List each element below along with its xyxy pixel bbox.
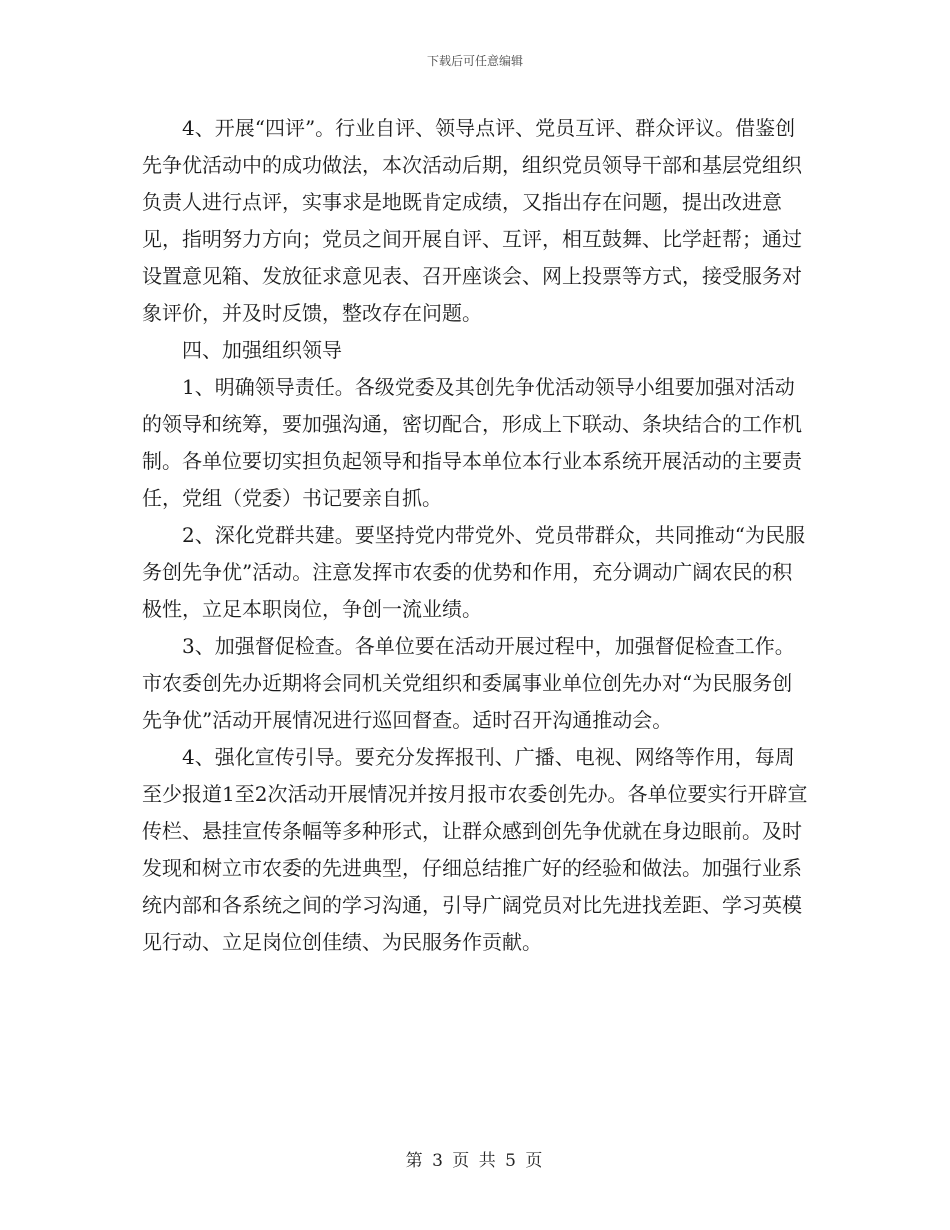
paragraph-publicity: 4、强化宣传引导。要充分发挥报刊、广播、电视、网络等作用，每周至少报道1至2次活动开展情况并按月报市农委创先办。各单位要实行开辟宣传栏、悬挂宣传条幅等多种形式，让群众感到创先争优就在身边眼前。及时发现和树立市农委的先进典型，仔细总结推广好的经验和做法。加强行业系统内部和各系统之间的学习沟通，引导广阔党员对比先进找差距、学习英模见行动、立足岗位创佳绩、为民服务作贡献。 [142, 745, 808, 954]
paragraph-supervision: 3、加强督促检查。各单位要在活动开展过程中，加强督促检查工作。市农委创先办近期将会同机关党组织和委属事业单位创先办对“为民服务创先争优”活动开展情况进行巡回督查。适时召开沟通推动会。 [142, 634, 795, 732]
document-body [142, 110, 810, 961]
section-heading-organization: 四、加强组织领导 [182, 338, 342, 362]
paragraph-four-reviews: 4、开展“四评”。行业自评、领导点评、党员互评、群众评议。借鉴创先争优活动中的成功做法，本次活动后期，组织党员领导干部和基层党组织负责人进行点评，实事求是地既肯定成绩，又指出存在问题，提出改进意见，指明努力方向；党员之间开展自评、互评，相互鼓舞、比学赶帮；通过设置意见箱、发放征求意见表、召开座谈会、网上投票等方式，接受服务对象评价，并及时反馈，整改存在问题。 [142, 116, 802, 325]
paragraph-leadership-responsibility: 1、明确领导责任。各级党委及其创先争优活动领导小组要加强对活动的领导和统筹，要加强沟通，密切配合，形成上下联动、条块结合的工作机制。各单位要切实担负起领导和指导本单位本行业本系统开展活动的主要责任，党组（党委）书记要亲自抓。 [142, 375, 802, 510]
paragraph-party-mass-building: 2、深化党群共建。要坚持党内带党外、党员带群众，共同推动“为民服务创先争优”活动。注意发挥市农委的优势和作用，充分调动广阔农民的积极性，立足本职岗位，争创一流业绩。 [142, 523, 805, 621]
page-number: 第 3 页 共 5 页 [405, 1151, 545, 1171]
page-header: 下载后可任意编辑 [426, 54, 523, 68]
